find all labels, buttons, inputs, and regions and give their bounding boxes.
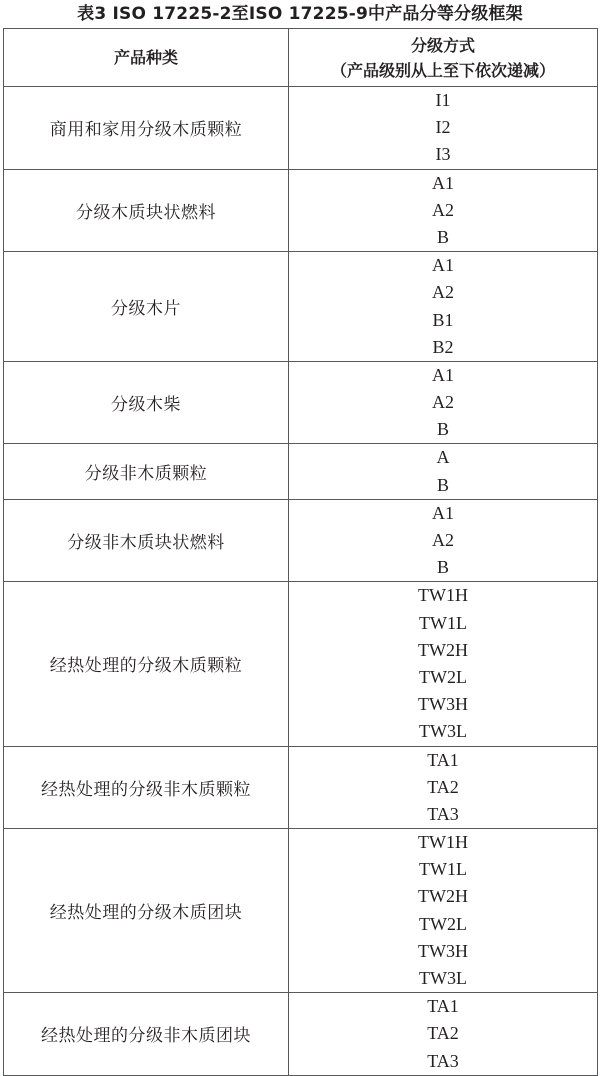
table-row	[4, 444, 598, 499]
grade-list-cell	[289, 746, 598, 829]
product-category-cell: 分级非木质颗粒	[4, 444, 289, 499]
table-row	[4, 361, 598, 444]
product-category-cell: 分级木质块状燃料	[4, 169, 289, 252]
product-category-cell: 经热处理的分级非木质团块	[4, 993, 289, 1076]
grade-list-cell	[289, 169, 598, 252]
grade-list-cell	[289, 499, 598, 582]
header-grading-method-label: 分级方式	[410, 35, 475, 55]
table-body	[4, 87, 598, 1076]
grade-item: TW2H	[418, 886, 468, 907]
grade-item: TW2L	[419, 913, 467, 934]
table-title: 表3 ISO 17225-2至ISO 17225-9中产品分等分级框架	[77, 4, 523, 24]
grade-item: TA1	[427, 996, 459, 1017]
product-category-cell: 分级木柴	[4, 361, 289, 444]
grade-item: A1	[432, 364, 454, 385]
table-row	[4, 829, 598, 993]
grade-item: B1	[432, 309, 454, 330]
grade-list-cell	[289, 582, 598, 746]
grade-item: I3	[435, 144, 451, 165]
grade-item: TW3H	[418, 940, 468, 961]
grade-item: TW1L	[419, 612, 467, 633]
grade-list-cell	[289, 829, 598, 993]
grade-item: A1	[432, 502, 454, 523]
table-row	[4, 746, 598, 829]
grade-item: TA3	[427, 1050, 459, 1071]
table-row	[4, 252, 598, 362]
grade-item: TW3H	[418, 694, 468, 715]
grade-list-cell	[289, 361, 598, 444]
grade-item: B	[436, 226, 449, 247]
grading-table	[3, 28, 598, 1076]
grade-list-cell	[289, 87, 598, 170]
header-product-category: 产品种类	[4, 29, 289, 87]
table-row	[4, 499, 598, 582]
grade-item: A2	[432, 282, 454, 303]
table-row	[4, 582, 598, 746]
grade-item: I2	[435, 117, 451, 138]
grade-item: B	[436, 419, 449, 440]
grade-list-cell	[289, 444, 598, 499]
grade-item: TW1L	[419, 859, 467, 880]
grade-list-cell	[289, 252, 598, 362]
grade-item: TA1	[427, 749, 459, 770]
grade-item: TW1H	[418, 585, 468, 606]
grade-item: I1	[435, 90, 451, 110]
grade-list-cell	[289, 993, 598, 1076]
grade-item: A1	[432, 172, 454, 193]
grade-item: TW2H	[418, 639, 468, 660]
grade-item: B2	[432, 336, 454, 357]
grade-item: A	[436, 447, 450, 468]
product-category-cell: 经热处理的分级木质颗粒	[4, 582, 289, 746]
product-category-cell: 商用和家用分级木质颗粒	[4, 87, 289, 170]
grade-item: B	[436, 474, 449, 495]
grade-item: A2	[432, 392, 454, 413]
grade-item: TA2	[427, 1023, 459, 1044]
grade-item: TW3L	[419, 721, 467, 742]
product-category-cell: 分级非木质块状燃料	[4, 499, 289, 582]
grade-item: TA2	[427, 776, 459, 797]
header-grading-method	[289, 29, 598, 87]
table-row	[4, 993, 598, 1076]
product-category-cell: 分级木片	[4, 252, 289, 362]
grade-item: TA3	[427, 803, 459, 824]
grade-item: TW2L	[419, 666, 467, 687]
grade-item: TW3L	[419, 968, 467, 988]
product-category-cell: 经热处理的分级木质团块	[4, 829, 289, 993]
header-row	[4, 29, 598, 87]
product-category-cell: 经热处理的分级非木质颗粒	[4, 746, 289, 829]
table-row	[4, 169, 598, 252]
header-grading-method-note: （产品级别从上至下依次递减）	[330, 60, 555, 80]
grade-item: A2	[432, 530, 454, 550]
grade-item: A1	[432, 255, 454, 276]
table-row	[4, 87, 598, 170]
grade-item: A2	[432, 199, 454, 220]
grade-item: TW1H	[418, 832, 468, 853]
grade-item: B	[436, 557, 449, 578]
